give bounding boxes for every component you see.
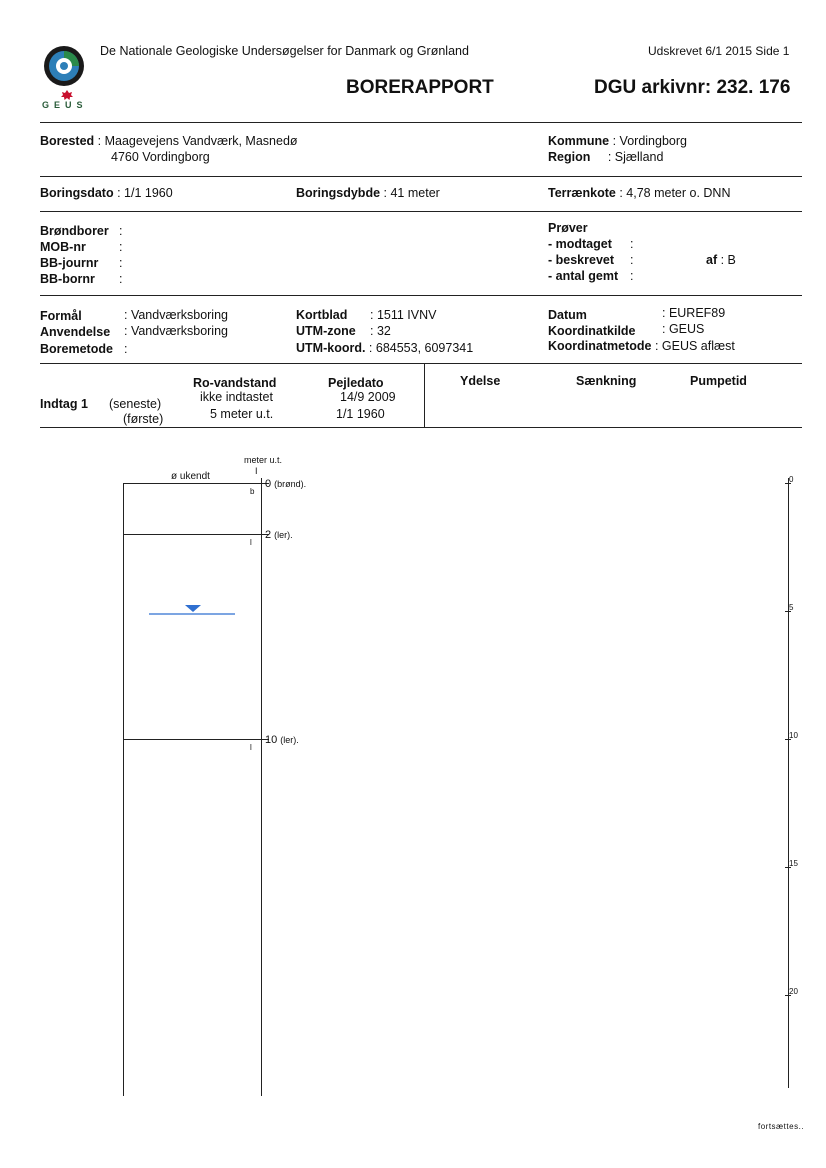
- bbjournr-value: :: [119, 256, 123, 270]
- mob-value: :: [119, 240, 123, 254]
- datum-label: Datum: [548, 308, 587, 322]
- scale-label: 15: [789, 859, 798, 868]
- region-row: [548, 150, 663, 164]
- col-pejledato: Pejledato: [328, 376, 384, 390]
- anvendelse-value: : Vandværksboring: [124, 324, 228, 338]
- datum-value: : EUREF89: [662, 306, 726, 320]
- pejle-seneste: 14/9 2009: [340, 390, 396, 404]
- kortblad-label: Kortblad: [296, 308, 348, 322]
- kommune-value: : Vordingborg: [612, 134, 687, 148]
- table-divider: [424, 363, 425, 427]
- boremetode-value: :: [124, 342, 128, 356]
- intake-label: Indtag 1: [40, 397, 88, 411]
- anvendelse-label: Anvendelse: [40, 325, 111, 339]
- koordkilde-label: Koordinatkilde: [548, 324, 636, 338]
- utmzone-value: : 32: [370, 324, 391, 338]
- col-rovandstand: Ro-vandstand: [193, 376, 277, 390]
- divider: [40, 427, 802, 428]
- divider: [40, 363, 802, 364]
- antal-value: :: [630, 269, 634, 283]
- region-label: Region: [548, 150, 591, 164]
- formaal-label: Formål: [40, 309, 82, 323]
- beskrevet-value: :: [630, 253, 634, 267]
- borehole-top: [123, 483, 261, 484]
- borehole-left-wall: [123, 483, 124, 1096]
- utmkoord-label: UTM-koord.: [296, 341, 366, 355]
- boringsdato-row: [40, 186, 173, 200]
- terraenkote-row: [548, 186, 730, 200]
- unit-label: meter u.t.: [244, 455, 283, 465]
- borehole-right-wall: [261, 478, 262, 1096]
- borested-label: Borested: [40, 134, 95, 148]
- logo-text: GEUS: [42, 100, 88, 110]
- borested-value: : Maagevejens Vandværk, Masnedø: [97, 134, 298, 148]
- divider: [40, 176, 802, 177]
- bbjournr-label: BB-journr: [40, 256, 99, 270]
- bbbornr-value: :: [119, 272, 123, 286]
- region-value: : Sjælland: [607, 150, 664, 164]
- layer-code: l: [250, 743, 252, 752]
- printed-date: Udskrevet 6/1 2015 Side 1: [648, 44, 790, 58]
- layer-boundary: [123, 534, 261, 535]
- layer-depth: 10: [265, 734, 278, 746]
- col-saenkning: Sænkning: [576, 374, 637, 388]
- koordmetode-label: Koordinatmetode: [548, 339, 652, 353]
- koordmetode-row: [548, 339, 735, 353]
- modtaget-value: :: [630, 237, 634, 251]
- layer-description: (brønd).: [274, 479, 307, 489]
- layer-depth: 0: [265, 478, 272, 490]
- boringsdybde-value: : 41 meter: [383, 186, 440, 200]
- koordmetode-value: : GEUS aflæst: [654, 339, 735, 353]
- layer-label: [265, 525, 293, 543]
- boringsdybde-row: [296, 186, 440, 200]
- mob-label: MOB-nr: [40, 240, 86, 254]
- modtaget-label: - modtaget: [548, 237, 612, 251]
- rovand-seneste: ikke indtastet: [200, 390, 273, 404]
- layer-label: [265, 474, 306, 492]
- layer-boundary: [123, 739, 261, 740]
- unit-tick: I: [255, 466, 258, 476]
- kortblad-value: : 1511 IVNV: [370, 308, 437, 322]
- scale-label: 5: [789, 603, 794, 612]
- boringsdato-value: : 1/1 1960: [117, 186, 173, 200]
- borested-postcode: 4760 Vordingborg: [111, 150, 210, 164]
- af-value: : B: [720, 253, 736, 267]
- brondborer-label: Brøndborer: [40, 224, 109, 238]
- layer-depth: 2: [265, 529, 272, 542]
- intake-seneste: (seneste): [109, 397, 162, 411]
- terraenkote-label: Terrænkote: [548, 186, 616, 200]
- col-pumpetid: Pumpetid: [690, 374, 747, 388]
- rovand-forste: 5 meter u.t.: [210, 407, 274, 421]
- report-title: BORERAPPORT: [346, 77, 494, 98]
- brondborer-value: :: [119, 224, 123, 238]
- organization-name: De Nationale Geologiske Undersøgelser for Danmark og Grønland: [100, 44, 469, 58]
- utmzone-label: UTM-zone: [296, 324, 356, 338]
- scale-label: 0: [789, 475, 794, 484]
- layer-code: b: [250, 487, 255, 496]
- kommune-label: Kommune: [548, 134, 610, 148]
- archive-number: DGU arkivnr: 232. 176: [594, 77, 791, 98]
- boringsdato-label: Boringsdato: [40, 186, 114, 200]
- antal-label: - antal gemt: [548, 269, 619, 283]
- col-ydelse: Ydelse: [460, 374, 501, 388]
- kommune-row: [548, 134, 687, 148]
- layer-label: [265, 730, 299, 748]
- layer-code: l: [250, 538, 252, 548]
- layer-description: (ler).: [274, 530, 293, 541]
- geus-logo: [40, 42, 96, 114]
- scale-label: 20: [789, 987, 798, 996]
- borested-row: [40, 134, 298, 148]
- water-level-icon: [149, 604, 235, 618]
- scale-axis: [788, 478, 789, 1088]
- divider: [40, 122, 802, 123]
- prover-label: Prøver: [548, 221, 588, 235]
- af-label: af: [706, 253, 718, 267]
- boremetode-label: Boremetode: [40, 342, 113, 356]
- utmkoord-value: : 684553, 6097341: [368, 341, 474, 355]
- divider: [40, 211, 802, 212]
- terraenkote-value: : 4,78 meter o. DNN: [619, 186, 731, 200]
- boringsdybde-label: Boringsdybde: [296, 186, 381, 200]
- intake-forste: (første): [123, 412, 164, 426]
- pejle-forste: 1/1 1960: [336, 407, 385, 421]
- koordkilde-value: : GEUS: [662, 322, 705, 336]
- diameter-label: ø ukendt: [171, 471, 210, 482]
- continues-note: fortsættes..: [758, 1122, 805, 1131]
- layer-description: (ler).: [280, 735, 299, 745]
- formaal-value: : Vandværksboring: [124, 308, 228, 322]
- bbbornr-label: BB-bornr: [40, 272, 95, 286]
- af-row: [706, 253, 736, 267]
- beskrevet-label: - beskrevet: [548, 253, 615, 267]
- utmkoord-row: [296, 341, 473, 355]
- scale-label: 10: [789, 731, 798, 740]
- divider: [40, 295, 802, 296]
